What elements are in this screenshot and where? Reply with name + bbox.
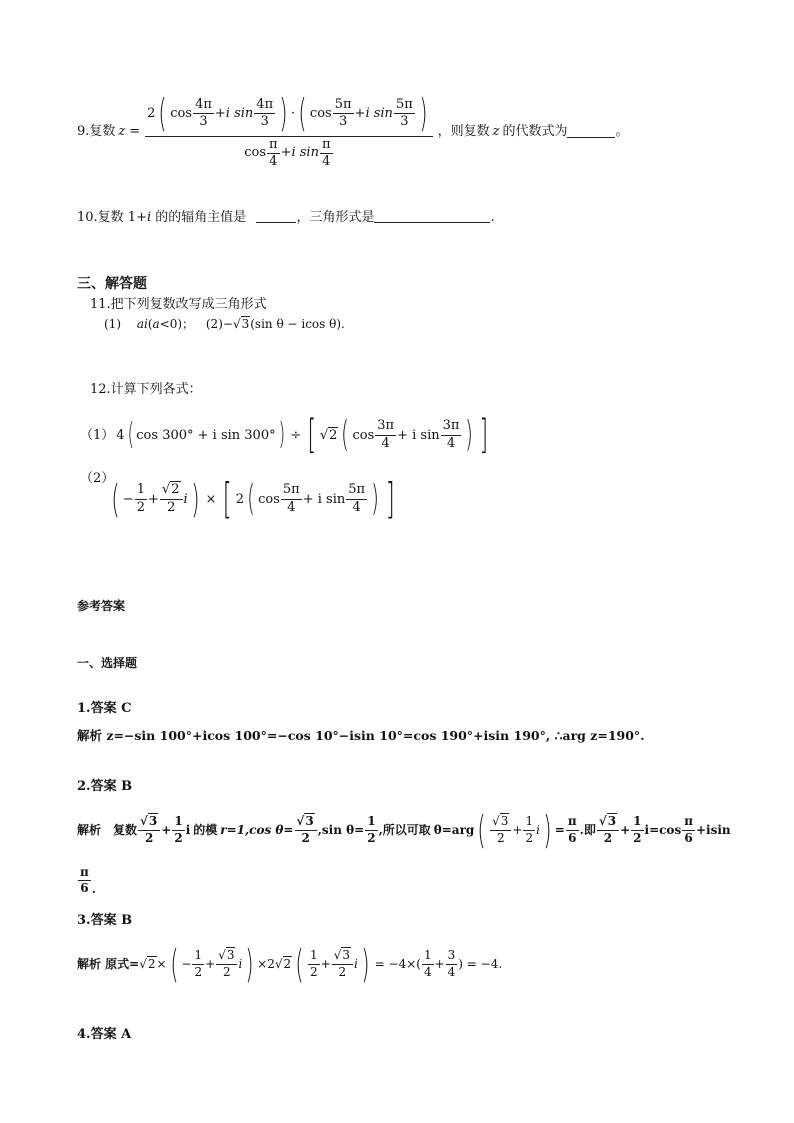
question-9: 9.复数 z = 2 ( cos $\frac{4\pi}{3}$ + i sin $\frac{4\pi}{3}$ ) · ( cos $\frac{5\pi}{3}$ + i sin $\frac{5\pi}{3}$ ) cos $\frac{\pi}{4}$ + i sin $\frac{\pi}{4}$ ，则复数 z 的代数式为 。: [77, 90, 629, 169]
answer-1-text: 解析 z=−sin 100°+icos 100°=−cos 10°−isin 10°=cos 190°+isin 190°, ∴arg z=190°.: [77, 728, 645, 743]
q9-prefix: 9.复数: [77, 123, 116, 139]
answer-3-title: 3.答案 B: [77, 913, 133, 928]
reference-answers-title: 参考答案: [77, 599, 126, 613]
answer-4-title: 4.答案 A: [77, 1027, 132, 1042]
q9-var: z: [118, 123, 126, 139]
question-12-part-2: ( − $\frac{1}{2}$ + $\frac{√2}{2}$ i ) × [ 2 ( cos $\frac{5\pi}{4}$ + i sin $\frac{5\pi}{4}$ ) ]: [111, 474, 395, 523]
q9-eq: =: [129, 123, 141, 139]
answer-2-text: 解析 复数 $\frac{√3}{2}$ + $\frac{1}{2}$ i 的模 r=1,cos θ= $\frac{√3}{2}$ ,sin θ= $\frac{1}{2}$ ,所以可取 θ=arg ( $\frac{√3}{2}$ + $\frac{1}{2}$ i ) = $\frac{\pi}{6}$ .即 $\frac{√3}{2}$ + $\frac{1}{2}$ i=cos $\frac{\pi}{6}$ +isin: [77, 808, 731, 852]
answer-2-tail: $\frac{\pi}{6}$ .: [80, 865, 96, 897]
answer-3-text: 解析 原式= √2 × ( − $\frac{1}{2}$ + $\frac{√3}{2}$ i ) × 2 √2 ( $\frac{1}{2}$ + $\frac{√3}{2}$ i ) = −4×( $\frac{1}{4}$ + $\frac{3}{4}$ ) = −4 .: [77, 942, 503, 986]
q10-arg-blank[interactable]: [256, 209, 296, 223]
question-12-title: 12.计算下列各式：: [90, 382, 202, 397]
q9-main-fraction: 2 ( cos $\frac{4\pi}{3}$ + i sin $\frac{4\pi}{3}$ ) · ( cos $\frac{5\pi}{3}$ + i sin $\frac{5\pi}{3}$ ) cos $\frac{\pi}{4}$ + i sin $\frac{\pi}{4}$: [145, 93, 432, 169]
question-11-title: 11.把下列复数改写成三角形式: [90, 297, 267, 312]
answer-2-title: 2.答案 B: [77, 779, 133, 794]
q9-answer-blank[interactable]: [567, 124, 615, 138]
question-12-part-1: （1） 4 ( cos 300° + i sin 300° ) ÷ [ √2 ( cos $\frac{3\pi}{4}$ + i sin $\frac{3\pi}{4}$ ) ]: [80, 412, 489, 458]
question-11-parts: (1) ai(a<0)； (2)−√3(sin θ − icos θ).: [104, 317, 345, 331]
question-10: 10.复数 1+i 的的辐角主值是 ，三角形式是 .: [77, 210, 495, 225]
answer-1-title: 1.答案 C: [77, 701, 132, 716]
section-3-title: 三、解答题: [77, 276, 147, 292]
q10-trig-blank[interactable]: [374, 209, 490, 223]
section-1-title: 一、选择题: [77, 656, 138, 670]
question-12-part-2-label: （2）: [80, 471, 115, 486]
q9-suffix: ，则复数: [437, 123, 490, 139]
